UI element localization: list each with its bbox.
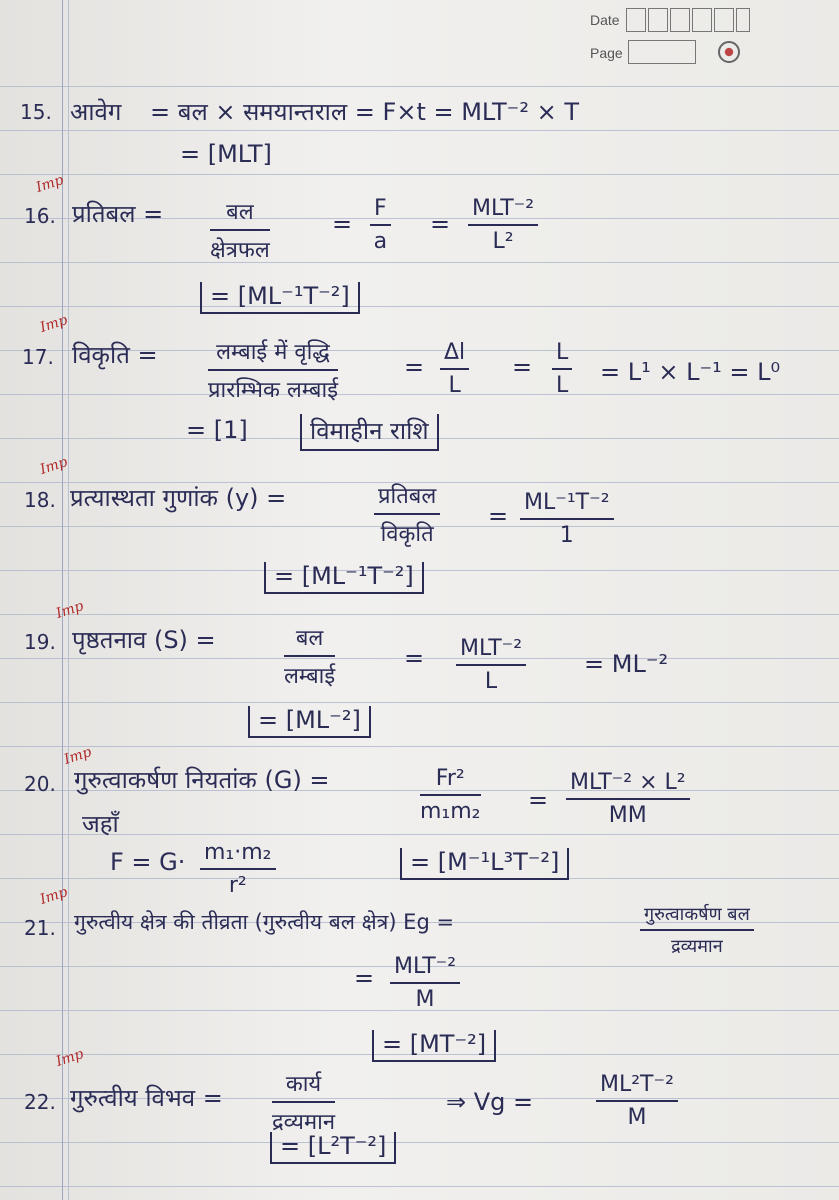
item-22-result: = [L²T⁻²] bbox=[270, 1132, 396, 1164]
item-19-number: 19. bbox=[24, 630, 56, 654]
item-22-frac-2: $\frac{\text{ML²T⁻²}}{M}$ bbox=[596, 1072, 678, 1130]
item-19-frac-2: MLT⁻² L bbox=[456, 636, 526, 694]
item-19-label: पृष्ठतनाव (S) = bbox=[72, 626, 216, 654]
item-21-label: गुरुत्वीय क्षेत्र की तीव्रता (गुरुत्वीय बल क्षेत्र) Eg = bbox=[74, 910, 455, 934]
item-21-frac-1: गुरुत्वाकर्षण बल द्रव्यमान bbox=[640, 902, 754, 958]
date-box-6 bbox=[736, 8, 750, 32]
item-20-frac-1: $\frac{\text{Fr²}}{\text{m₁m₂}}$ bbox=[420, 766, 481, 824]
item-17-note: विमाहीन राशि bbox=[300, 414, 439, 451]
item-17-eq-sign-2: = bbox=[512, 353, 533, 381]
item-22-number: 22. bbox=[24, 1090, 56, 1114]
item-21-eq-sign: = bbox=[354, 964, 375, 992]
item-17-tail: = L¹ × L⁻¹ = L⁰ bbox=[600, 358, 781, 386]
item-17-result: = [1] bbox=[186, 416, 248, 444]
date-box-5 bbox=[714, 8, 734, 32]
item-15-eq2: = [MLT] bbox=[180, 140, 272, 168]
item-21-imp: Imp bbox=[38, 884, 70, 908]
item-15-number: 15. bbox=[20, 100, 52, 124]
item-15-eq1: = बल × समयान्तराल = F×t = MLT⁻² × T bbox=[150, 98, 579, 126]
item-22-eq-sign: ⇒ Vg = bbox=[446, 1088, 534, 1116]
date-label: Date bbox=[590, 12, 620, 28]
item-18-frac-2: $\frac{\text{ML⁻¹T⁻²}}{1}$ bbox=[520, 490, 614, 548]
item-20-eq-sign: = bbox=[528, 786, 549, 814]
item-20-imp: Imp bbox=[62, 744, 94, 768]
item-20-result: = [M⁻¹L³T⁻²] bbox=[400, 848, 569, 880]
item-22-imp: Imp bbox=[54, 1046, 86, 1070]
item-17-eq-sign-1: = bbox=[404, 353, 425, 381]
date-box-2 bbox=[648, 8, 668, 32]
item-16-imp: Imp bbox=[34, 172, 66, 196]
item-18-imp: Imp bbox=[38, 454, 70, 478]
item-22-frac-1: कार्य द्रव्यमान bbox=[272, 1068, 335, 1136]
item-18-number: 18. bbox=[24, 488, 56, 512]
item-18-frac-1: प्रतिबल विकृति bbox=[374, 480, 440, 548]
item-17-imp: Imp bbox=[38, 312, 70, 336]
date-box-4 bbox=[692, 8, 712, 32]
item-17-frac-1: लम्बाई में वृद्धि प्रारम्भिक लम्बाई bbox=[208, 336, 338, 404]
item-19-result: = [ML⁻²] bbox=[248, 706, 371, 738]
item-15-label: आवेग bbox=[70, 98, 122, 126]
item-17-frac-2: $\frac{\Delta l}{L}$ bbox=[440, 340, 469, 398]
item-18-label: प्रत्यास्थता गुणांक (y) = bbox=[70, 484, 287, 512]
item-17-number: 17. bbox=[22, 345, 54, 369]
item-22-label: गुरुत्वीय विभव = bbox=[70, 1084, 223, 1112]
item-21-result: = [MT⁻²] bbox=[372, 1030, 496, 1062]
item-19-tail: = ML⁻² bbox=[584, 650, 669, 678]
item-20-number: 20. bbox=[24, 772, 56, 796]
item-16-eq-sign-1: = bbox=[332, 210, 353, 238]
item-16-result: = [ML⁻¹T⁻²] bbox=[200, 282, 360, 314]
item-16-frac-3: MLT⁻² L² bbox=[468, 196, 538, 254]
item-16-frac-2: $\frac{F}{a}$ bbox=[370, 196, 391, 254]
item-17-label: विकृति = bbox=[72, 341, 158, 369]
item-16-eq-sign-2: = bbox=[430, 210, 451, 238]
item-18-eq-sign: = bbox=[488, 502, 509, 530]
date-box-1 bbox=[626, 8, 646, 32]
date-box-3 bbox=[670, 8, 690, 32]
margin-line-inner bbox=[68, 0, 69, 1200]
item-21-frac-2: MLT⁻² M bbox=[390, 954, 460, 1012]
item-20-frac-2: MLT⁻² × L² MM bbox=[566, 770, 690, 828]
item-16-frac-1: बल क्षेत्रफल bbox=[210, 196, 270, 264]
binder-hole-icon bbox=[718, 41, 740, 63]
item-20-force: F = G· bbox=[110, 848, 186, 876]
item-16-label: प्रतिबल = bbox=[72, 200, 164, 228]
page-box bbox=[628, 40, 696, 64]
item-19-frac-1: बल लम्बाई bbox=[284, 622, 335, 690]
item-17-frac-3: $\frac{L}{L}$ bbox=[552, 340, 572, 398]
item-16-number: 16. bbox=[24, 204, 56, 228]
item-20-frac-3: $\frac{\text{m₁·m₂}}{\text{r²}}$ bbox=[200, 840, 276, 898]
item-20-label: गुरुत्वाकर्षण नियतांक (G) = bbox=[74, 766, 330, 794]
page-label: Page bbox=[590, 45, 623, 61]
item-19-eq-sign: = bbox=[404, 644, 425, 672]
item-21-number: 21. bbox=[24, 916, 56, 940]
item-20-where: जहाँ bbox=[82, 810, 119, 838]
item-19-imp: Imp bbox=[54, 598, 86, 622]
item-18-result: = [ML⁻¹T⁻²] bbox=[264, 562, 424, 594]
